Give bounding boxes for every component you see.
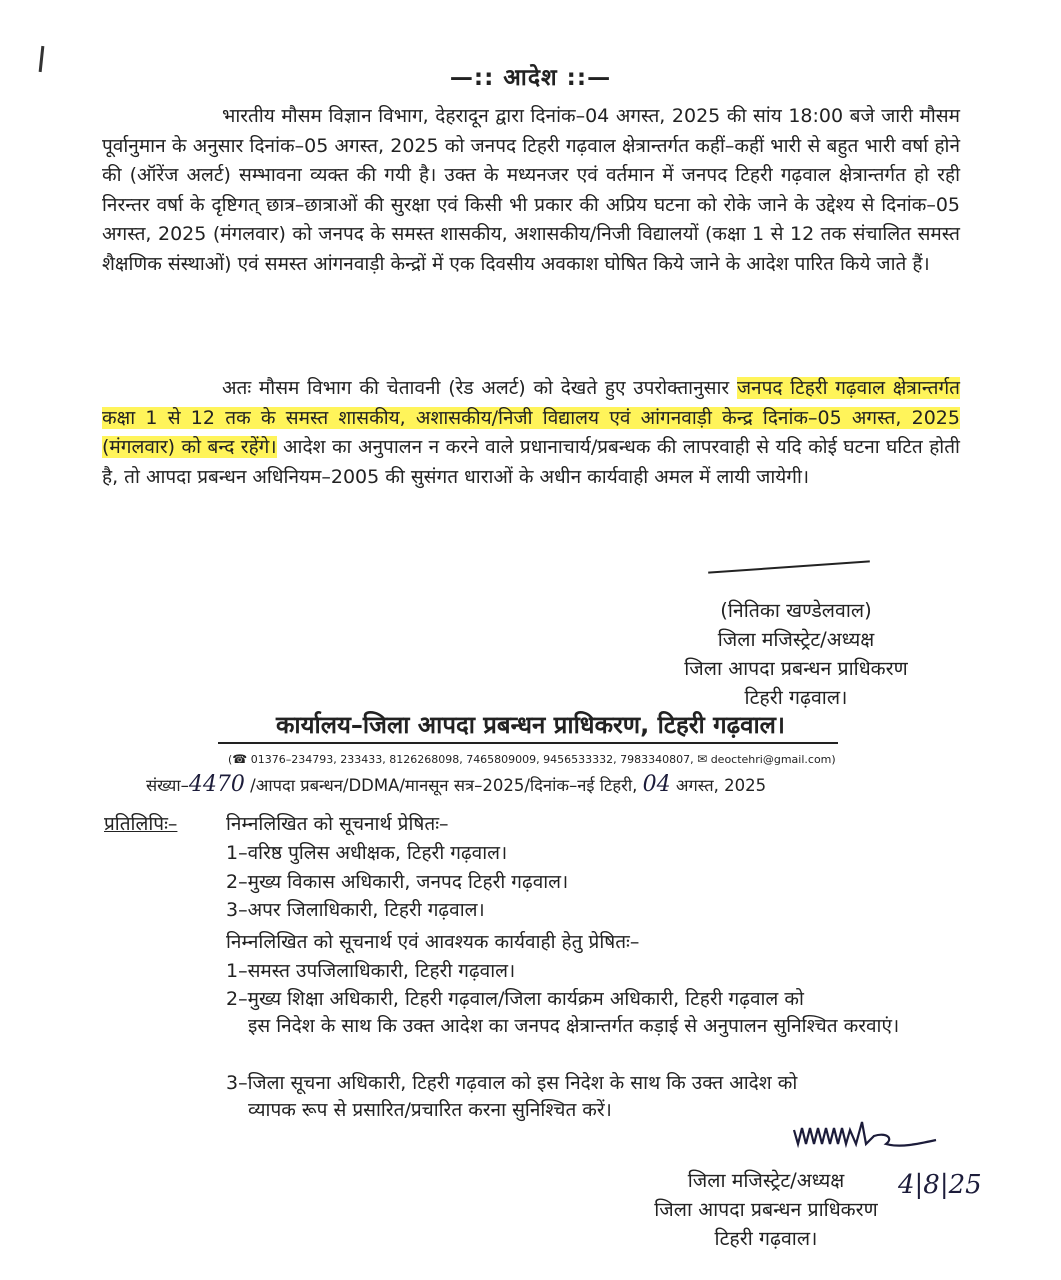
reference-month-year: अगस्त, 2025 — [675, 776, 767, 795]
email-icon: ✉ — [697, 752, 708, 766]
handwritten-signature — [790, 1118, 940, 1152]
order-title: —:: आदेश ::— — [449, 65, 612, 91]
copy-to-label: प्रतिलिपिः– — [104, 813, 178, 835]
office-contact: (☎ 01376–234793, 233433, 8126268098, 7465809009, 9456533332, 7983340807, ✉ deoctehri@gmail.com) — [228, 752, 836, 766]
copy-recipient: 3–अपर जिलाधिकारी, टिहरी गढ़वाल। — [226, 899, 485, 921]
office-email: deoctehri@gmail.com) — [710, 753, 836, 766]
order-paragraph-1: भारतीय मौसम विज्ञान विभाग, देहरादून द्वारा दिनांक–04 अगस्त, 2025 की सांय 18:00 बजे जारी मौसम पूर्वानुमान के अनुसार दिनांक–05 अगस्त, 2025 को जनपद टिहरी गढ़वाल क्षेत्रान्तर्गत कहीं–कहीं भारी से बहुत भारी वर्षा होने की (ऑरेंज अलर्ट) सम्भावना व्यक्त की गयी है। उक्त के मध्यनजर एवं वर्तमान में जनपद टिहरी गढ़वाल क्षेत्रान्तर्गत हो रही निरन्तर वर्षा के दृष्टिगत् छात्र–छात्राओं की सुरक्षा एवं किसी भी प्रकार की अप्रिय घटना को रोके जाने के उद्देश्य से दिनांक–05 अगस्त, 2025 (मंगलवार) को जनपद के समस्त शासकीय, अशासकीय/निजी विद्यालयों (कक्षा 1 से 12 तक संचालित समस्त शैक्षणिक संस्थाओं) एवं समस्त आंगनवाड़ी केन्द्रों में एक दिवसीय अवकाश घोषित किये जाने के आदेश पारित किये जाते हैं। — [102, 105, 960, 275]
reference-day: 04 — [642, 772, 671, 797]
signatory-designation: जिला मजिस्ट्रेट/अध्यक्ष — [717, 628, 875, 651]
signatory-designation: जिला मजिस्ट्रेट/अध्यक्ष — [687, 1169, 845, 1192]
copy-heading-action: निम्नलिखित को सूचनार्थ एवं आवश्यक कार्यवाही हेतु प्रेषितः– — [226, 931, 640, 953]
reference-path: /आपदा प्रबन्धन/DDMA/मानसून सत्र–2025/दिनांक–नई टिहरी, — [250, 776, 638, 795]
phone-icon: ☎ — [232, 752, 248, 766]
information-officer-instruction: व्यापक रूप से प्रसारित/प्रचारित करना सुनिश्चित करें। — [248, 1099, 612, 1121]
copy-heading-information: निम्नलिखित को सूचनार्थ प्रेषितः– — [226, 813, 449, 835]
paragraph-2-warning: आदेश का अनुपालन न करने वाले प्रधानाचार्य/प्रबन्धक की लापरवाही से यदि कोई घटना घटित होती है, तो आपदा प्रबन्धन अधिनियम–2005 की सुसंगत धाराओं के अधीन कार्यवाही अमल में लायी जायेगी। — [102, 436, 960, 488]
signature-stroke — [708, 560, 870, 573]
office-heading: कार्यालय–जिला आपदा प्रबन्धन प्राधिकरण, टिहरी गढ़वाल। — [275, 711, 786, 739]
office-heading-underline — [218, 742, 838, 744]
paragraph-2-intro: अतः मौसम विभाग की चेतावनी (रेड अलर्ट) को देखते हुए उपरोक्तानुसार — [222, 377, 737, 399]
order-paragraph-2 — [102, 374, 960, 492]
education-recipient-instruction: इस निदेश के साथ कि उक्त आदेश का जनपद क्षेत्रान्तर्गत कड़ाई से अनुपालन सुनिश्चित करवाएं। — [248, 1015, 900, 1037]
signature-block-2 — [606, 1166, 926, 1253]
copy-recipient-education — [226, 986, 956, 1040]
signatory-name: (नितिका खण्डेलवाल) — [720, 599, 872, 622]
copy-recipient: 1–समस्त उपजिलाधिकारी, टिहरी गढ़वाल। — [226, 960, 516, 982]
copy-recipient-information-officer — [226, 1070, 956, 1124]
signatory-place: टिहरी गढ़वाल। — [744, 686, 848, 709]
reference-number: 4470 — [188, 772, 245, 797]
reference-prefix: संख्या– — [146, 776, 189, 795]
highlighted-closure-notice: जनपद टिहरी गढ़वाल क्षेत्रान्तर्गत कक्षा 1 से 12 तक के समस्त शासकीय, अशासकीय/निजी विद्यालय एवं आंगनवाड़ी केन्द्र दिनांक–05 अगस्त, 2025 (मंगलवार) को बन्द रहेंगे। — [102, 377, 960, 459]
office-phones: 01376–234793, 233433, 8126268098, 7465809009, 9456533332, 7983340807, — [250, 753, 694, 766]
signatory-authority: जिला आपदा प्रबन्धन प्राधिकरण — [684, 657, 908, 680]
signature-block-1 — [636, 596, 956, 712]
copy-recipient: 2–मुख्य विकास अधिकारी, जनपद टिहरी गढ़वाल। — [226, 871, 569, 893]
signatory-place: टिहरी गढ़वाल। — [714, 1227, 818, 1250]
signatory-authority: जिला आपदा प्रबन्धन प्राधिकरण — [654, 1198, 878, 1221]
information-officer-line: 3–जिला सूचना अधिकारी, टिहरी गढ़वाल को इस निदेश के साथ कि उक्त आदेश को — [226, 1072, 798, 1094]
reference-line — [146, 772, 766, 797]
education-recipient-line: 2–मुख्य शिक्षा अधिकारी, टिहरी गढ़वाल/जिला कार्यक्रम अधिकारी, टिहरी गढ़वाल को — [226, 988, 804, 1010]
copy-recipient: 1–वरिष्ठ पुलिस अधीक्षक, टिहरी गढ़वाल। — [226, 842, 508, 864]
handwritten-date: 4|8|25 — [898, 1170, 982, 1200]
